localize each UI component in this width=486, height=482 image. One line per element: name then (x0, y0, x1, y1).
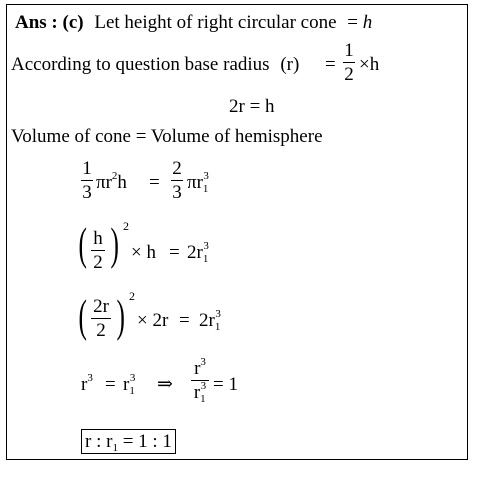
answer-intro-var: h (362, 12, 373, 33)
eq4-eq: = (105, 374, 116, 395)
eq2-mul: × h (131, 242, 156, 263)
eq3-power: 2 (129, 289, 135, 303)
line2-frac-num: 1 (344, 40, 354, 61)
final-sub: 1 (112, 442, 118, 454)
eq1-right-num: 2 (172, 158, 182, 179)
eq3-num: 2r (93, 296, 109, 317)
eq1-left-num: 1 (82, 158, 92, 179)
eq4-frac-num-sup: 3 (200, 356, 206, 368)
line2-r: (r) (280, 54, 300, 75)
eq3-den: 2 (96, 320, 106, 341)
eq2-rhs-sub: 1 (202, 253, 209, 265)
eq4-frac-den-sub: 1 (200, 393, 206, 405)
solution-box (6, 4, 468, 460)
line3-text: 2r = h (229, 96, 275, 117)
eq2-lparen: ( (78, 218, 87, 269)
eq4-frac (191, 356, 209, 405)
eq3-rhs-sup: 3 (215, 308, 221, 320)
eq4-frac-den-base: r (193, 382, 201, 403)
eq1-left-pi: πr (96, 172, 112, 193)
eq3-frac (91, 297, 111, 340)
eq4-frac-num-base: r (194, 358, 201, 379)
eq2-power: 2 (123, 219, 129, 233)
eq1-left-h: h (117, 172, 127, 193)
line2-tail: ×h (359, 54, 380, 75)
eq3-rparen: ) (116, 290, 125, 341)
eq4-lhs-sup: 3 (87, 372, 93, 384)
eq1-right-term (187, 170, 209, 195)
eq3-eq: = (179, 310, 190, 331)
eq4-r1 (123, 372, 136, 397)
eq3-mul: × 2r (137, 310, 169, 331)
eq2-den: 2 (93, 252, 103, 273)
eq1-right-den: 3 (172, 182, 182, 203)
eq4-r1-base: r (123, 374, 130, 395)
eq1-right-frac (171, 159, 183, 202)
final-text2: = 1 : 1 (117, 431, 172, 452)
eq4-lhs-base: r (81, 374, 88, 395)
implies-icon: ⇒ (157, 374, 173, 395)
eq4-r1-sub: 1 (129, 385, 135, 397)
final-answer-box (81, 429, 176, 454)
eq4-frac-den-sup: 3 (200, 380, 207, 392)
eq4-frac-den (191, 380, 209, 405)
eq1-left-sup: 2 (111, 170, 118, 182)
line2-eq: = (325, 54, 336, 75)
answer-line (15, 13, 372, 32)
answer-intro-eq: = (347, 12, 363, 33)
eq2-rhs-base: 2r (187, 242, 203, 263)
line2-text-row (11, 55, 299, 74)
eq3-rhs (199, 308, 221, 333)
eq4-lhs (81, 372, 93, 395)
eq1-left-term (96, 170, 127, 193)
eq1-eq: = (149, 172, 160, 193)
eq2-rhs-sup: 3 (203, 240, 209, 252)
eq2-num: h (93, 228, 103, 249)
eq2-frac (91, 229, 105, 272)
eq2-rparen: ) (110, 218, 119, 269)
eq1-right-pi: πr (187, 172, 203, 193)
eq4-r1-sup: 3 (129, 372, 136, 384)
eq1-right-sup: 3 (203, 170, 209, 182)
line4-text: Volume of cone = Volume of hemisphere (11, 126, 323, 147)
eq3-rhs-base: 2r (199, 310, 215, 331)
line2-text: According to question base radius (11, 54, 270, 75)
line2-frac-den: 2 (344, 64, 354, 85)
eq2-rhs (187, 240, 209, 265)
final-text1: r : r (85, 431, 113, 452)
eq1-left-frac (81, 159, 93, 202)
eq1-left-den: 3 (82, 182, 92, 203)
answer-label: Ans : (c) (15, 12, 84, 33)
line2-fraction (343, 41, 355, 84)
eq4-frac-num (191, 356, 209, 379)
answer-intro: Let height of right circular cone (94, 12, 337, 33)
eq2-eq: = (169, 242, 180, 263)
eq3-lparen: ( (78, 290, 87, 341)
eq3-rhs-sub: 1 (214, 321, 221, 333)
eq4-result: = 1 (213, 374, 238, 395)
eq1-right-sub: 1 (202, 183, 209, 195)
